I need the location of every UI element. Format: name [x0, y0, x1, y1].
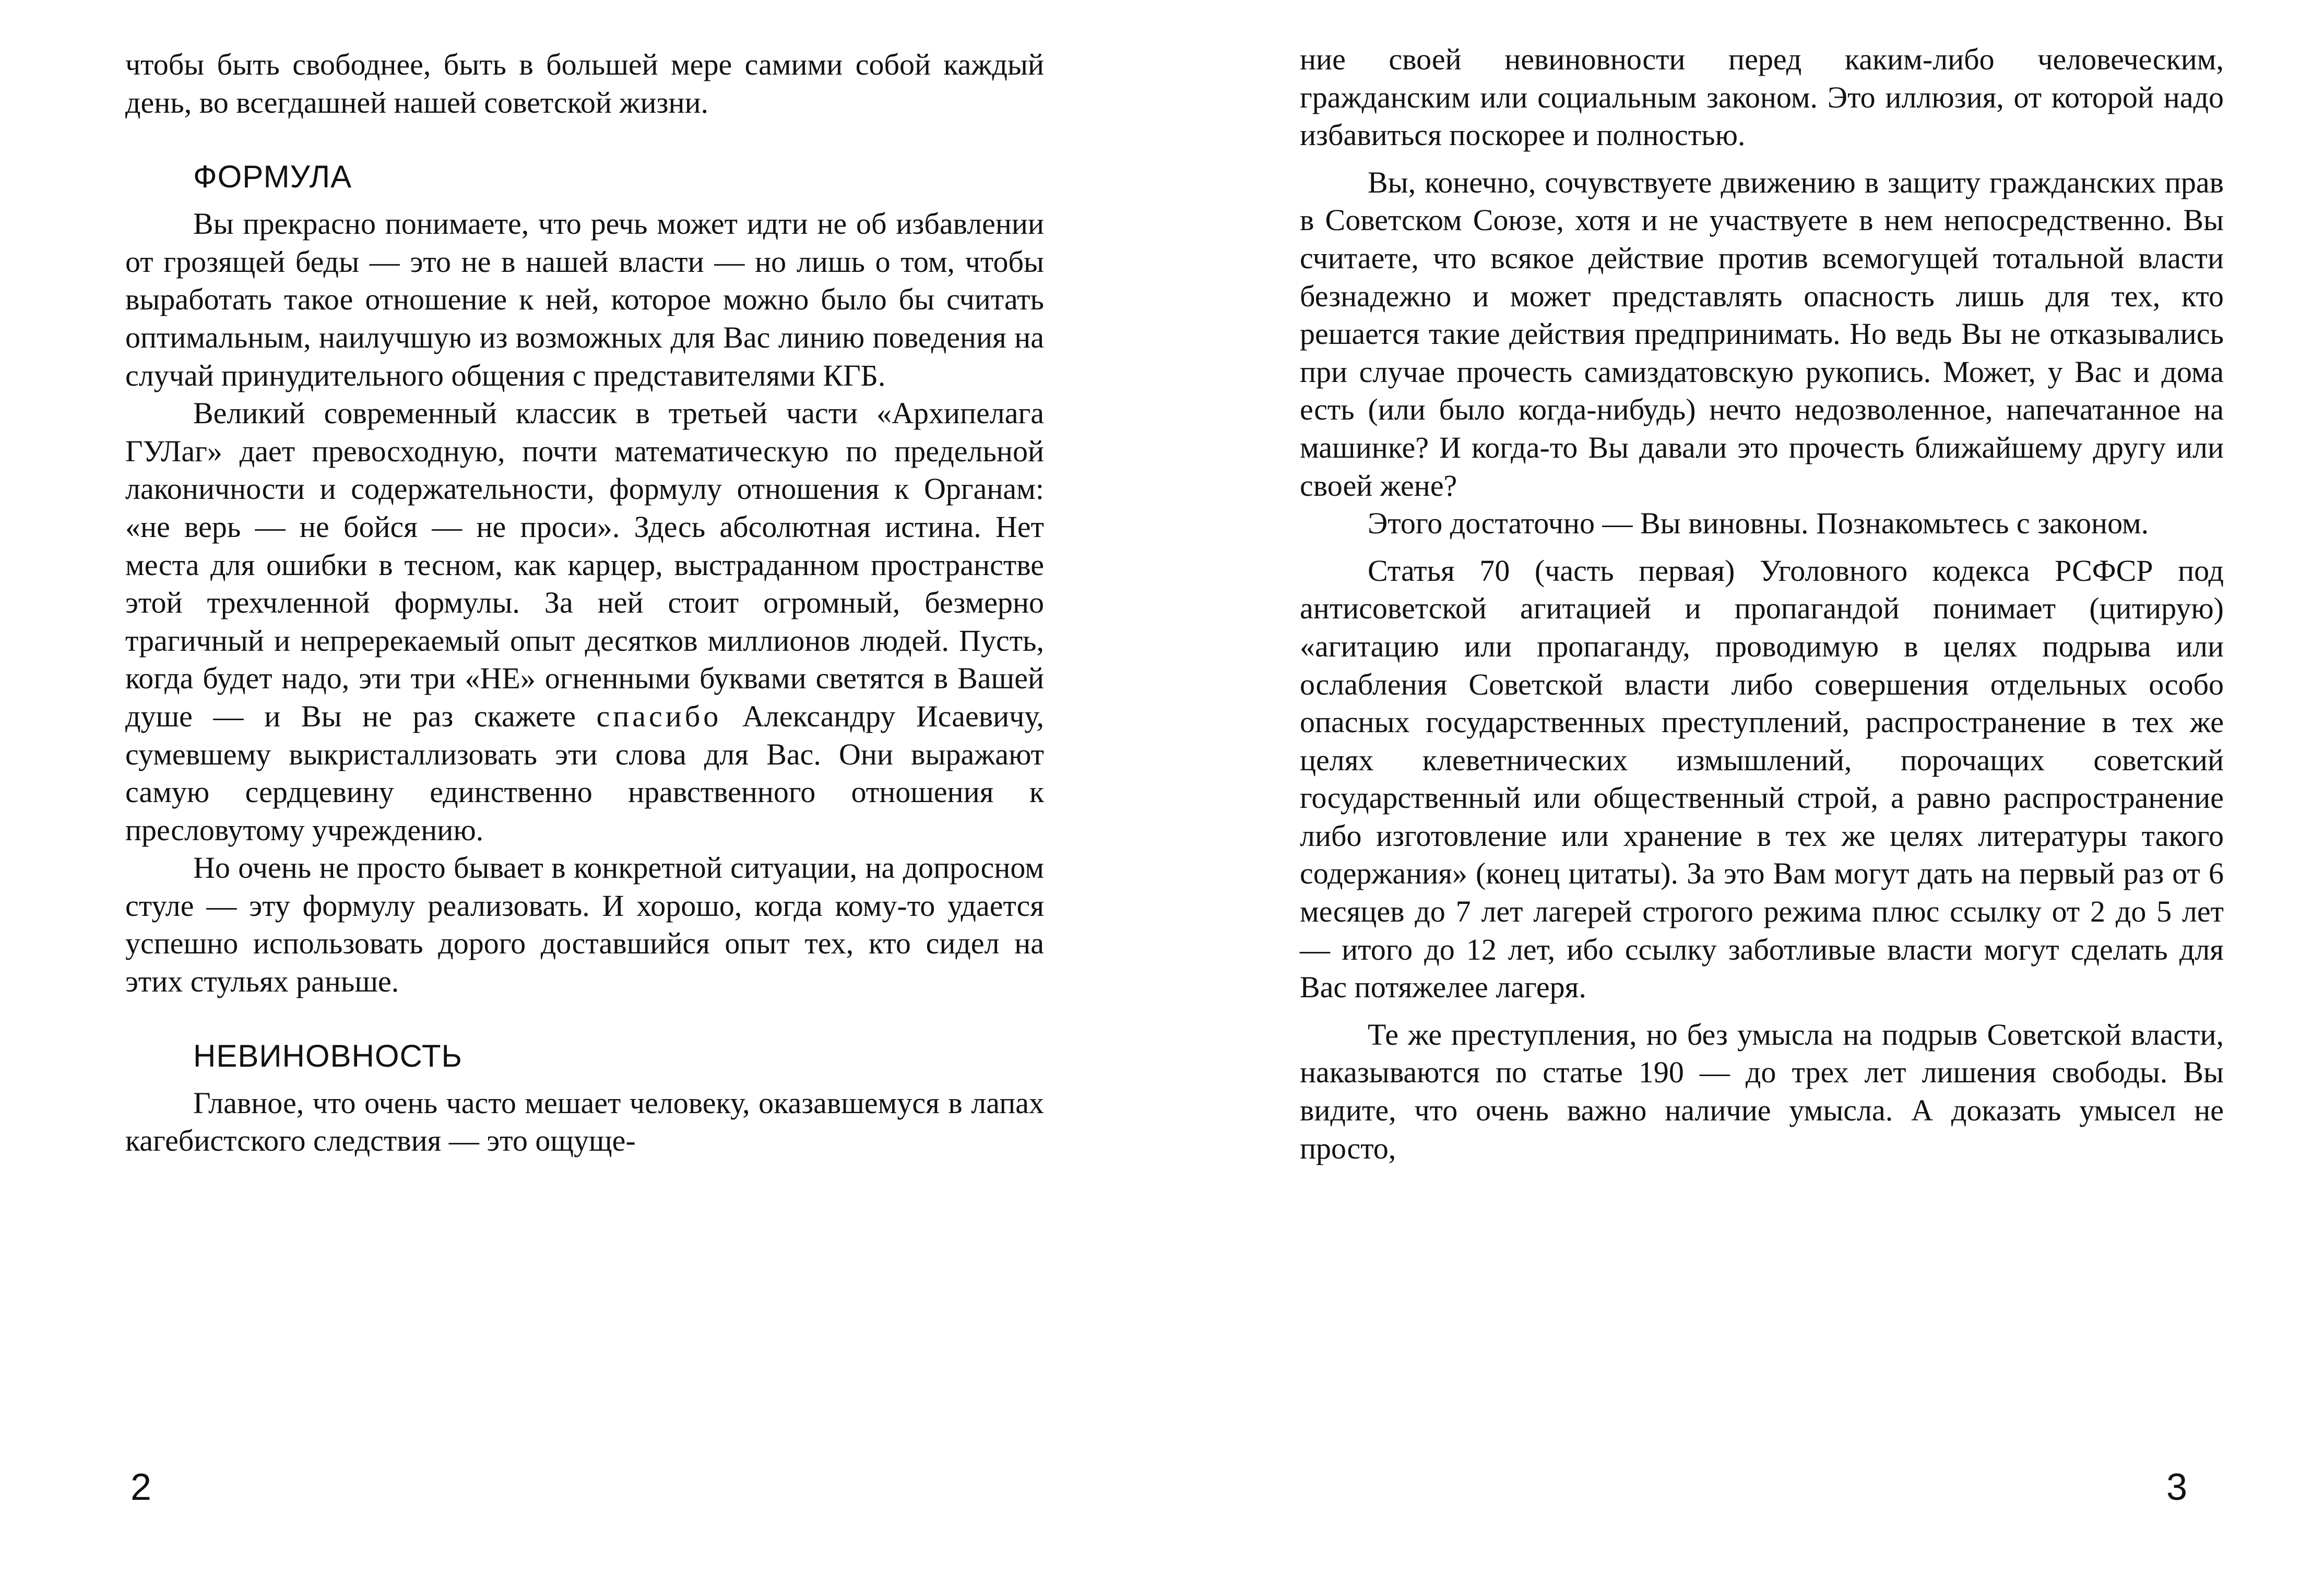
- page-number-left: 2: [131, 1466, 152, 1508]
- formula-paragraph-2: [125, 395, 1044, 849]
- left-page: [125, 0, 1044, 1576]
- article-190-paragraph: Те же преступления, но без умысла на подрыв Советской власти, наказываются по статье 190 — до трех лет лишения свободы. Вы видите, что очень важно наличие умысла. А доказать умысел не просто,: [1300, 1017, 2224, 1165]
- left-page-text: [125, 46, 1044, 1160]
- formula-paragraph-3: Но очень не просто бывает в конкретной ситуации, на допросном стуле — эту формулу реализовать. И хорошо, когда кому-то удается успешно использовать дорого доставшийся опыт тех, кто сидел на этих стульях раньше.: [125, 851, 1044, 999]
- right-page-text: [1300, 41, 2224, 1167]
- formula-paragraph-2-text: Великий современный классик в третьей части «Архипелага ГУЛаг» дает превосходную, почти математическую по предельной лаконичности и содержательности, формулу отношения к Органам: «не верь — не бойся — не проси». Здесь абсолютная истина. Нет места для ошибки в тесном, как карцер, выстраданном пространстве этой трехчленной формулы. За ней стоит огромный, безмерно трагичный и непререкаемый опыт десятков миллионов людей. Пусть, когда будет надо, эти три «НЕ» огненными буквами светятся в Вашей душе — и Вы не раз скажете: [125, 396, 1044, 733]
- intro-paragraph: чтобы быть свободнее, быть в большей мере самими собой каждый день, во всегдашней нашей советской жизни.: [125, 47, 1044, 120]
- right-page: [1300, 0, 2224, 1576]
- formula-paragraph-2-tail: Александру Исаевичу, сумевшему выкристаллизовать эти слова для Вас. Они выражают самую сердцевину единственно нравственного отношения к пресловутому учреждению.: [125, 699, 1045, 847]
- continued-paragraph: ние своей невиновности перед каким-либо человеческим, гражданским или социальным законом. Это иллюзия, от которой надо избавиться поскорее и полностью.: [1300, 42, 2224, 152]
- guilty-paragraph: Этого достаточно — Вы виновны. Познакомьтесь с законом.: [1368, 506, 2149, 541]
- sympathy-paragraph: Вы, конечно, сочувствуете движению в защиту гражданских прав в Советском Союзе, хотя и не участвуете в нем непосредственно. Вы считаете, что всякое действие против всемогущей тотальной власти безнадежно и может представлять опасность лишь для тех, кто решается такие действия предпринимать. Но ведь Вы не отказывались при случае прочесть самиздатовскую рукопись. Может, у Вас и дома есть (или было когда-нибудь) нечто недозволенное, напечатанное на машинке? И когда-то Вы давали это прочесть ближайшему другу или своей жене?: [1300, 165, 2224, 503]
- formula-paragraph-1: Вы прекрасно понимаете, что речь может идти не об избавлении от грозящей беды — это не в нашей власти — но лишь о том, чтобы выработать такое отношение к ней, которое можно было бы считать оптимальным, наилучшую из возможных для Вас линию поведения на случай принудительного общения с представителями КГБ.: [125, 207, 1044, 392]
- section-heading-formula: ФОРМУЛА: [193, 159, 352, 195]
- page-number-right: 3: [2166, 1466, 2188, 1508]
- spaced-word: спасибо: [596, 699, 722, 733]
- innocence-paragraph-1: Главное, что очень часто мешает человеку, оказавшемуся в лапах кагебистского следствия — это ощуще-: [125, 1085, 1044, 1158]
- section-heading-innocence: НЕВИНОВНОСТЬ: [193, 1038, 463, 1073]
- article-70-paragraph: Статья 70 (часть первая) Уголовного кодекса РСФСР под антисоветской агитацией и пропагандой понимает (цитирую) «агитацию или пропаганду, проводимую в целях подрыва или ослабления Советской власти либо совершения отдельных особо опасных государственных преступлений, распространение в тех же целях клеветнических измышлений, порочащих советский государственный или общественный строй, а равно распространение либо изготовление или хранение в тех же целях литературы такого содержания» (конец цитаты). За это Вам могут дать на первый раз от 6 месяцев до 7 лет лагерей строгого режима плюс ссылку от 2 до 5 лет — итого до 12 лет, ибо ссылку заботливые власти могут сделать для Вас потяжелее лагеря.: [1300, 553, 2224, 1005]
